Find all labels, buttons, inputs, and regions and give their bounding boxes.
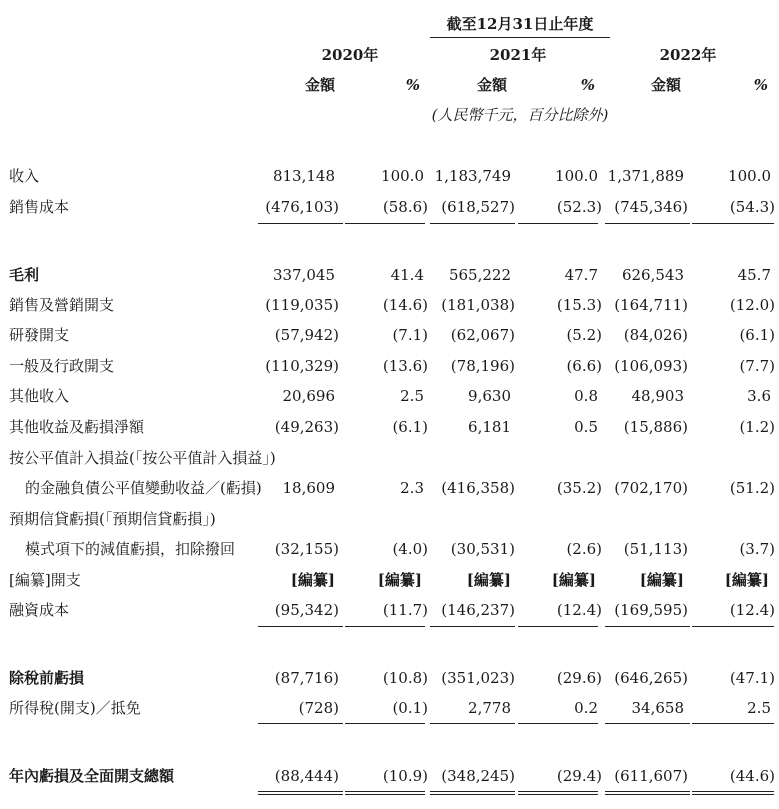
double-underline xyxy=(430,791,515,795)
cell: (4.0) xyxy=(392,540,428,558)
underline xyxy=(258,626,343,627)
pct-header-2022: % xyxy=(753,76,768,94)
row-label-cost-of-sales: 銷售成本 xyxy=(9,198,70,216)
cell: (13.6) xyxy=(382,357,428,375)
underline xyxy=(605,626,690,627)
year-2022: 2022年 xyxy=(659,46,717,64)
cell: [編纂] xyxy=(377,571,422,589)
cell: 0.5 xyxy=(574,418,598,436)
cell: (11.7) xyxy=(382,601,428,619)
row-label-other-income: 其他收入 xyxy=(9,387,70,405)
cell: 34,658 xyxy=(631,699,684,717)
row-label-selling-marketing: 銷售及營銷開支 xyxy=(9,296,115,314)
cell: (88,444) xyxy=(274,767,339,785)
row-label-loss-before-tax: 除稅前虧損 xyxy=(9,669,85,687)
cell: (35.2) xyxy=(556,479,602,497)
underline xyxy=(345,723,425,724)
amount-header-2022: 金額 xyxy=(650,76,681,94)
cell: (169,595) xyxy=(614,601,688,619)
cell: (7.1) xyxy=(392,326,428,344)
cell: (728) xyxy=(298,699,339,717)
cell: (6.1) xyxy=(739,326,775,344)
cell: (106,093) xyxy=(614,357,688,375)
underline xyxy=(692,626,774,627)
cell: 47.7 xyxy=(564,266,598,284)
cell: (51,113) xyxy=(623,540,688,558)
cell: (78,196) xyxy=(450,357,515,375)
underline xyxy=(430,723,515,724)
cell: (62,067) xyxy=(450,326,515,344)
cell: (47.1) xyxy=(729,669,775,687)
underline xyxy=(430,223,515,224)
cell: (416,358) xyxy=(441,479,515,497)
underline xyxy=(518,626,598,627)
cell: (146,237) xyxy=(441,601,515,619)
period-underline xyxy=(430,37,610,38)
cell: 9,630 xyxy=(468,387,511,405)
underline xyxy=(518,723,598,724)
cell: 813,148 xyxy=(272,167,335,185)
cell: (6.1) xyxy=(392,418,428,436)
row-label-finance-costs: 融資成本 xyxy=(9,601,70,619)
cell: (119,035) xyxy=(265,296,339,314)
cell: 2.3 xyxy=(400,479,424,497)
cell: 1,183,749 xyxy=(434,167,511,185)
underline xyxy=(692,223,774,224)
amount-header-2020: 金額 xyxy=(304,76,335,94)
year-2020: 2020年 xyxy=(321,46,379,64)
row-label-ecl-cont: 模式項下的減值虧損，扣除撥回 xyxy=(25,540,236,558)
underline xyxy=(258,223,343,224)
cell: (611,607) xyxy=(614,767,688,785)
cell: (95,342) xyxy=(274,601,339,619)
cell: (32,155) xyxy=(274,540,339,558)
cell: 48,903 xyxy=(631,387,684,405)
pct-header-2020: % xyxy=(405,76,420,94)
cell: (110,329) xyxy=(265,357,339,375)
underline xyxy=(605,723,690,724)
cell: (10.8) xyxy=(382,669,428,687)
cell: (2.6) xyxy=(566,540,602,558)
cell: (52.3) xyxy=(556,198,602,216)
cell: 6,181 xyxy=(468,418,511,436)
cell: 41.4 xyxy=(390,266,424,284)
cell: (15,886) xyxy=(623,418,688,436)
cell: (57,942) xyxy=(274,326,339,344)
row-label-fvtpl-cont: 的金融負債公平值變動收益／(虧損) xyxy=(25,479,262,497)
cell: (30,531) xyxy=(450,540,515,558)
row-label-gross-profit: 毛利 xyxy=(9,266,40,284)
underline xyxy=(345,223,425,224)
double-underline xyxy=(605,791,690,795)
underline xyxy=(518,223,598,224)
row-label-general-admin: 一般及行政開支 xyxy=(9,357,115,375)
cell: 0.8 xyxy=(574,387,598,405)
double-underline xyxy=(692,791,774,795)
cell: (51.2) xyxy=(729,479,775,497)
cell: [編纂] xyxy=(639,571,684,589)
cell: (12.4) xyxy=(556,601,602,619)
cell: 2.5 xyxy=(747,699,771,717)
cell: 337,045 xyxy=(272,266,335,284)
row-label-fvtpl: 按公平值計入損益(「按公平值計入損益」) xyxy=(9,449,276,467)
pct-header-2021: % xyxy=(580,76,595,94)
underline xyxy=(258,723,343,724)
cell: (6.6) xyxy=(566,357,602,375)
row-label-revenue: 收入 xyxy=(9,167,40,185)
cell: (29.6) xyxy=(556,669,602,687)
cell: 1,371,889 xyxy=(607,167,684,185)
cell: (476,103) xyxy=(265,198,339,216)
row-label-ecl: 預期信貸虧損(「預期信貸虧損」) xyxy=(9,510,216,528)
cell: [編纂] xyxy=(551,571,596,589)
cell: 565,222 xyxy=(448,266,511,284)
cell: (348,245) xyxy=(441,767,515,785)
period-heading: 截至12月31日止年度 xyxy=(446,15,594,33)
cell: 18,609 xyxy=(282,479,335,497)
cell: 100.0 xyxy=(381,167,424,185)
cell: (745,346) xyxy=(614,198,688,216)
cell: 626,543 xyxy=(621,266,684,284)
cell: (3.7) xyxy=(739,540,775,558)
cell: (10.9) xyxy=(382,767,428,785)
cell: (5.2) xyxy=(566,326,602,344)
cell: 20,696 xyxy=(282,387,335,405)
cell: (12.4) xyxy=(729,601,775,619)
row-label-total-loss: 年內虧損及全面開支總額 xyxy=(9,767,175,785)
cell: (1.2) xyxy=(739,418,775,436)
underline xyxy=(345,626,425,627)
cell: (49,263) xyxy=(274,418,339,436)
double-underline xyxy=(518,791,598,795)
row-label-income-tax: 所得稅(開支)／抵免 xyxy=(9,699,141,717)
cell: 100.0 xyxy=(728,167,771,185)
cell: (7.7) xyxy=(739,357,775,375)
year-2021: 2021年 xyxy=(489,46,547,64)
cell: (84,026) xyxy=(623,326,688,344)
double-underline xyxy=(258,791,343,795)
cell: (12.0) xyxy=(729,296,775,314)
cell: (14.6) xyxy=(382,296,428,314)
cell: (646,265) xyxy=(614,669,688,687)
cell: 0.2 xyxy=(574,699,598,717)
unit-note: (人民幣千元，百分比除外) xyxy=(431,106,609,124)
cell: (618,527) xyxy=(441,198,515,216)
amount-header-2021: 金額 xyxy=(476,76,507,94)
underline xyxy=(430,626,515,627)
cell: (0.1) xyxy=(392,699,428,717)
row-label-other-gains-losses: 其他收益及虧損淨額 xyxy=(9,418,145,436)
cell: (87,716) xyxy=(274,669,339,687)
underline xyxy=(692,723,774,724)
cell: [編纂] xyxy=(724,571,769,589)
cell: (351,023) xyxy=(441,669,515,687)
cell: (702,170) xyxy=(614,479,688,497)
cell: (29.4) xyxy=(556,767,602,785)
row-label-redacted-expenses: [編纂]開支 xyxy=(9,571,81,589)
cell: (15.3) xyxy=(556,296,602,314)
cell: (58.6) xyxy=(382,198,428,216)
cell: 3.6 xyxy=(747,387,771,405)
cell: (181,038) xyxy=(441,296,515,314)
cell: 2.5 xyxy=(400,387,424,405)
cell: [編纂] xyxy=(290,571,335,589)
cell: (54.3) xyxy=(729,198,775,216)
cell: 45.7 xyxy=(737,266,771,284)
underline xyxy=(605,223,690,224)
cell: 100.0 xyxy=(555,167,598,185)
cell: (44.6) xyxy=(729,767,775,785)
cell: [編纂] xyxy=(466,571,511,589)
double-underline xyxy=(345,791,425,795)
cell: 2,778 xyxy=(468,699,511,717)
cell: (164,711) xyxy=(614,296,688,314)
row-label-rnd: 研發開支 xyxy=(9,326,70,344)
